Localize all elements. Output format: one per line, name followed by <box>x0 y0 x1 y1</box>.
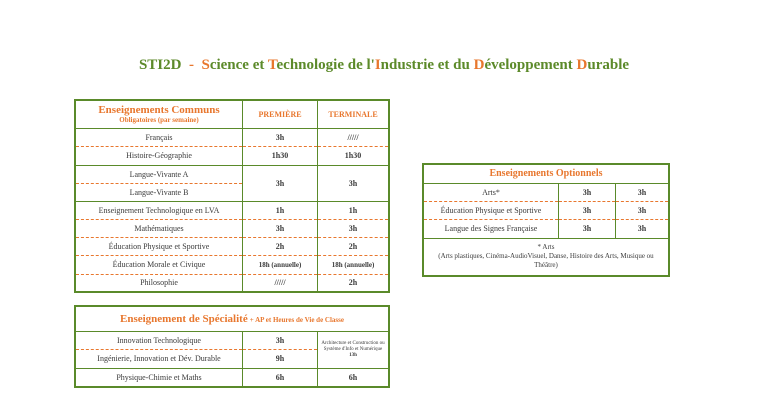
row-premiere: 3h <box>559 183 616 201</box>
row-label: Philosophie <box>75 274 243 292</box>
row-label: Mathématiques <box>75 219 243 237</box>
row-premiere: 18h (annuelle) <box>243 255 318 274</box>
row-premiere: 3h <box>243 128 318 146</box>
row-label: Français <box>75 128 243 146</box>
title-part: éveloppement <box>484 57 577 73</box>
row-label: Physique-Chimie et Maths <box>75 368 243 387</box>
row-premiere: 3h <box>559 219 616 238</box>
col-terminale: TERMINALE <box>328 109 378 119</box>
title-part: ndustrie et du <box>380 57 474 73</box>
row-terminale: 3h <box>637 224 647 233</box>
row-premiere: ///// <box>243 274 318 292</box>
row-label: Enseignement Technologique en LVA <box>75 201 243 219</box>
row-label: Innovation Technologique <box>75 331 243 349</box>
row-premiere: 6h <box>243 368 318 387</box>
row-label: Langue-Vivante A <box>75 165 243 183</box>
title-part: S <box>201 57 210 73</box>
specialite-header-main: Enseignement de Spécialité <box>120 312 248 325</box>
row-premiere: 3h <box>559 201 616 219</box>
col-premiere: PREMIÈRE <box>243 100 318 128</box>
title-part: D <box>576 57 588 73</box>
row-premiere: 3h <box>243 331 318 349</box>
communs-header-title: Enseignements Communs <box>98 104 220 117</box>
arts-note-body: (Arts plastiques, Cinéma-AudioVisuel, Danse, Histoire des Arts, Musique ou Théâtre) <box>438 252 654 270</box>
row-label: Langue des Signes Française <box>423 219 559 238</box>
row-terminale: 3h <box>637 205 647 215</box>
row-label: Langue-Vivante B <box>75 183 243 201</box>
communs-header-sub: Obligatoires (par semaine) <box>119 116 199 125</box>
title-part: T <box>267 57 277 73</box>
ac-hours: 13h <box>349 352 357 358</box>
title-part: echnologie de l' <box>276 57 375 73</box>
row-label: Histoire-Géographie <box>75 146 243 165</box>
row-terminale: 3h <box>318 165 390 201</box>
title-part: STI2D <box>138 57 182 73</box>
row-premiere: 3h <box>243 219 318 237</box>
row-terminale: 3h <box>637 187 647 197</box>
row-premiere: 2h <box>243 237 318 255</box>
row-label: Éducation Morale et Civique <box>75 255 243 274</box>
row-terminale: ///// <box>347 132 359 142</box>
row-label: Ingénierie, Innovation et Dév. Durable <box>75 349 243 368</box>
title-part: D <box>473 57 485 73</box>
row-premiere: 3h <box>243 165 318 201</box>
row-label: Éducation Physique et Sportive <box>423 201 559 219</box>
title-part: urable <box>587 57 630 73</box>
row-label: Éducation Physique et Sportive <box>75 237 243 255</box>
ac-text: Architecture et Construction ou Système d'Info et Numérique <box>321 340 385 352</box>
title-part: cience et <box>209 57 268 73</box>
enseignement-specialite-table <box>74 305 390 388</box>
row-terminale: 2h <box>348 241 358 251</box>
row-terminale: 18h (annuelle) <box>331 260 375 269</box>
row-terminale: 3h <box>348 223 358 233</box>
row-premiere: 1h <box>243 201 318 219</box>
row-terminale: 1h30 <box>344 151 362 160</box>
enseignements-optionnels-table <box>422 163 670 277</box>
arts-note-title: * Arts <box>537 243 555 252</box>
row-label: Arts* <box>423 183 559 201</box>
row-terminale: 1h <box>348 205 358 215</box>
page-title <box>0 57 768 74</box>
row-terminale: 6h <box>348 372 358 382</box>
enseignements-communs-table <box>74 99 390 293</box>
title-part: I <box>374 57 381 73</box>
title-part: - <box>181 57 202 73</box>
row-premiere: 1h30 <box>243 146 318 165</box>
optionnels-header: Enseignements Optionnels <box>489 168 603 180</box>
row-premiere: 9h <box>243 349 318 368</box>
row-terminale: 2h <box>348 278 358 288</box>
specialite-header-extra: + AP et Heures de Vie de Classe <box>249 315 344 324</box>
